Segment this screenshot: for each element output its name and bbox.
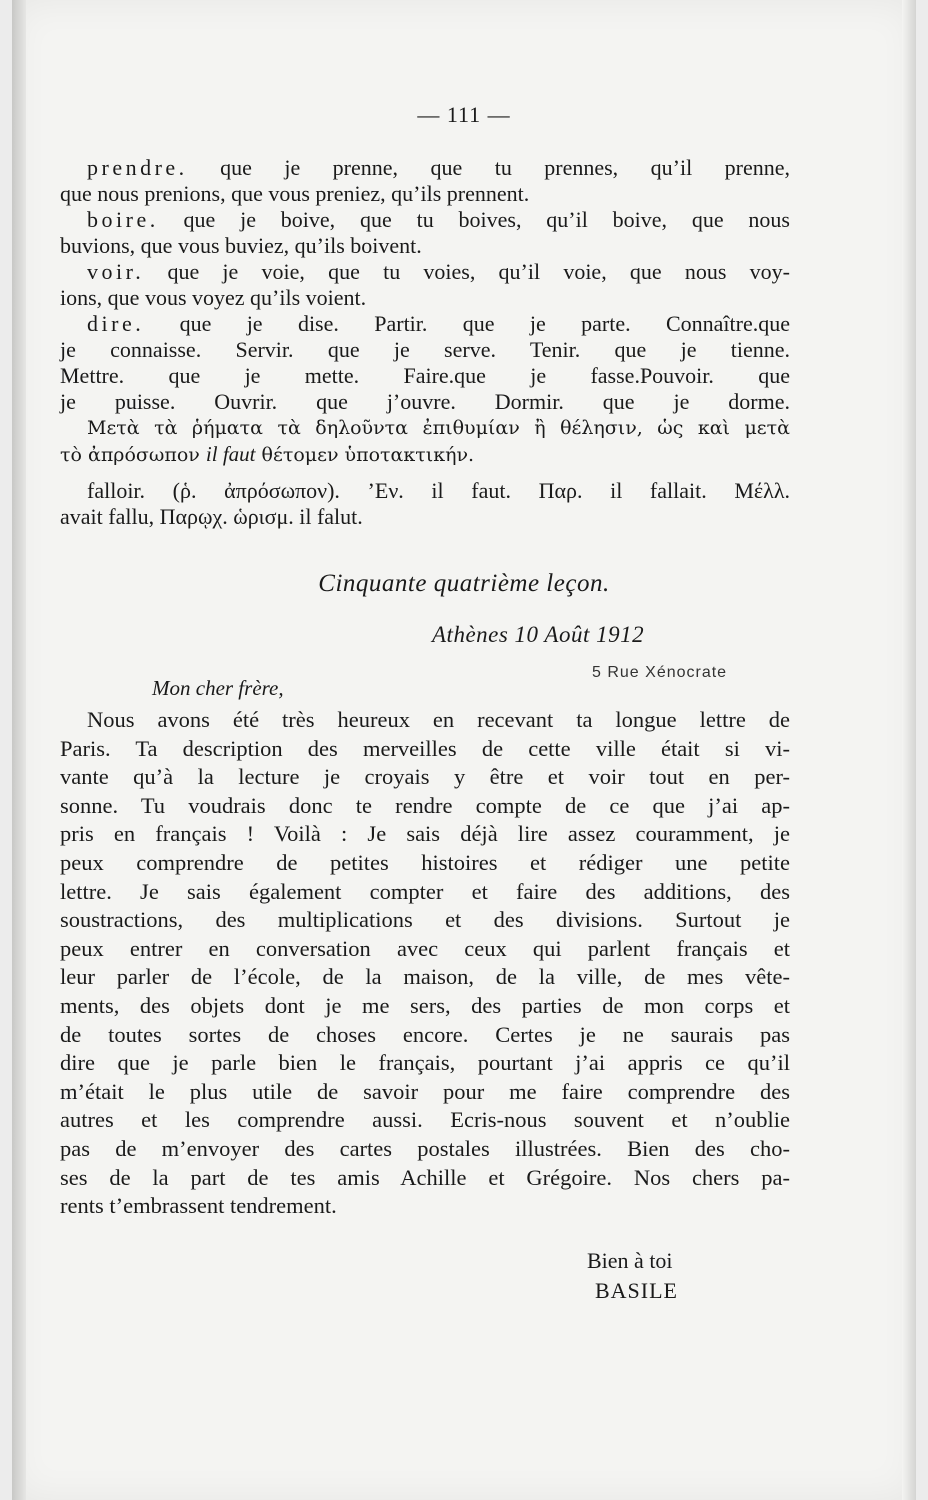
letter-line: ses de la part de tes amis Achille et Grégoire. Nos chers pa-	[60, 1164, 790, 1190]
lesson-title: Cinquante quatrième leçon.	[318, 570, 610, 597]
greek-note-line: τὸ ἀπρόσωπον il faut θέτομεν ὑποτακτικήν.	[60, 442, 475, 466]
letter-line: autres et les comprendre aussi. Ecris-nous souvent et n’oublie	[60, 1107, 790, 1133]
closing-phrase: Bien à toi	[587, 1248, 673, 1273]
letter-line: pas de m’envoyer des cartes postales illustrées. Bien des cho-	[60, 1135, 790, 1161]
conjugation-line: voir. que je voie, que tu voies, qu’il voie, que nous voy-	[87, 259, 790, 284]
conjugation-line: Mettre. que je mette. Faire.que je fasse.Pouvoir. que	[60, 363, 790, 388]
page-number: — 111 —	[417, 102, 511, 127]
falloir-line: falloir. (ῥ. ἀπρόσωπον). ’Εν. il faut. Παρ. il fallait. Μέλλ.	[87, 478, 790, 503]
letter-dateline: Athènes 10 Août 1912	[432, 622, 645, 647]
letter-line: rents t’embrassent tendrement.	[60, 1193, 337, 1219]
page-edge	[902, 0, 916, 1500]
greek-note-line: Μετὰ τὰ ῥήματα τὰ δηλοῦντα ἐπιθυμίαν ἢ θέλησιν, ὡς καὶ μετὰ	[87, 417, 790, 439]
conjugation-section	[60, 155, 790, 530]
conjugation-line: je puisse. Ouvrir. que j’ouvre. Dormir. que je dorme.	[60, 389, 790, 414]
letter-line: Nous avons été très heureux en recevant ta longue lettre de	[87, 707, 790, 732]
conjugation-line: ions, que vous voyez qu’ils voient.	[60, 285, 367, 310]
letter-line: dire que je parle bien le français, pourtant j’ai appris ce qu’il	[60, 1050, 790, 1076]
letter-line: sonne. Tu voudrais donc te rendre compte de ce que j’ai ap-	[60, 792, 790, 818]
conjugation-line: prendre. que je prenne, que tu prennes, qu’il prenne,	[87, 155, 790, 180]
book-page	[12, 0, 916, 1500]
letter-line: pris en français ! Voilà : Je sais déjà lire assez couramment, je	[60, 821, 790, 847]
signature: BASILE	[595, 1278, 678, 1303]
letter-body	[60, 706, 790, 1221]
page-gutter	[12, 0, 26, 1500]
conjugation-line: boire. que je boive, que tu boives, qu’il boive, que nous	[87, 207, 790, 232]
letter-line: leur parler de l’école, de la maison, de la ville, de mes vête-	[60, 964, 790, 990]
letter-line: peux comprendre de petites histoires et rédiger une petite	[60, 849, 790, 875]
letter-line: lettre. Je sais également compter et faire des additions, des	[60, 878, 790, 904]
letter-line: de toutes sortes de choses encore. Certes je ne saurais pas	[60, 1021, 790, 1047]
letter-line: m’était le plus utile de savoir pour me faire comprendre des	[60, 1078, 790, 1104]
conjugation-line: buvions, que vous buviez, qu’ils boivent.	[60, 233, 422, 258]
letter-salutation: Mon cher frère,	[152, 676, 284, 700]
conjugation-line: je connaisse. Servir. que je serve. Tenir. que je tienne.	[60, 337, 790, 362]
letter-line: peux entrer en conversation avec ceux qui parlent français et	[60, 935, 790, 961]
letter-address: 5 Rue Xénocrate	[592, 664, 728, 681]
letter-line: Paris. Ta description des merveilles de cette ville était si vi-	[60, 735, 790, 761]
letter-line: soustractions, des multiplications et des divisions. Surtout je	[60, 907, 790, 933]
letter-line: ments, des objets dont je me sers, des parties de mon corps et	[60, 992, 790, 1018]
letter-line: vante qu’à la lecture je croyais y être et voir tout en per-	[60, 764, 790, 790]
conjugation-line: que nous prenions, que vous preniez, qu’ils prennent.	[60, 181, 530, 206]
falloir-line: avait fallu, Παρῳχ. ὡρισμ. il falut.	[60, 504, 363, 529]
letter-closing	[587, 1246, 678, 1306]
conjugation-line: dire. que je dise. Partir. que je parte. Connaître.que	[87, 311, 790, 336]
